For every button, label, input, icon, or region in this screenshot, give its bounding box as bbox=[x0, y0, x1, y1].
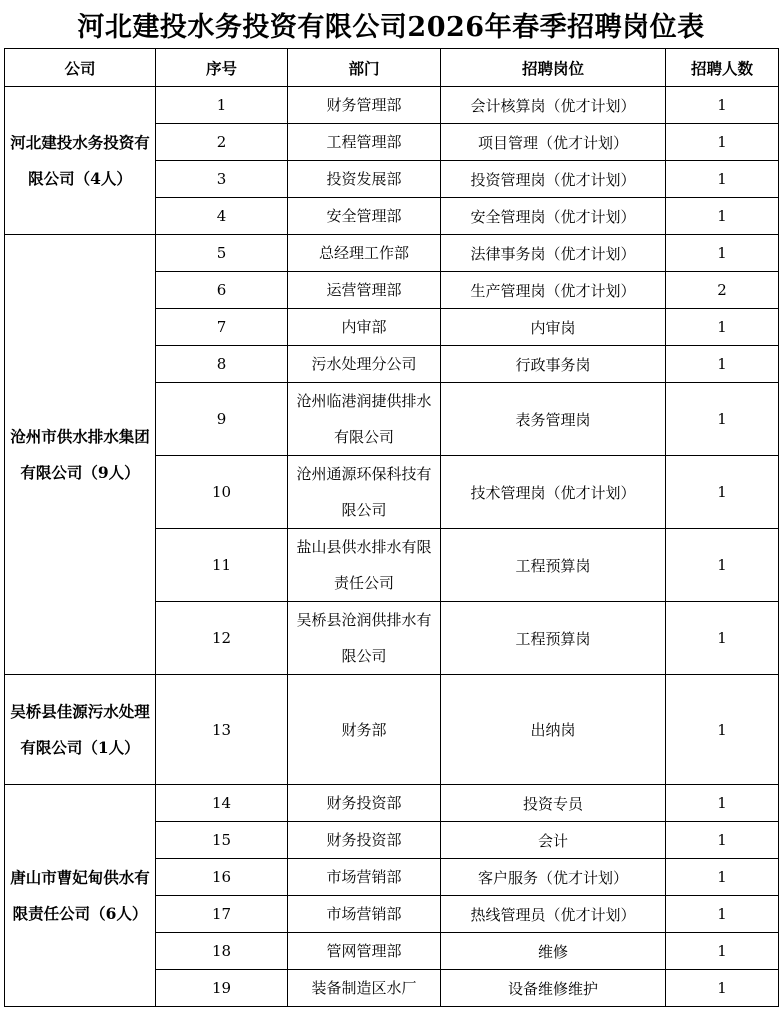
department-cell: 财务投资部 bbox=[288, 822, 441, 859]
table-row bbox=[5, 87, 779, 124]
headcount-cell: 1 bbox=[666, 346, 779, 383]
department-cell: 财务管理部 bbox=[288, 87, 441, 124]
number-cell: 1 bbox=[156, 87, 288, 124]
number-cell: 10 bbox=[156, 456, 288, 529]
number-cell: 6 bbox=[156, 272, 288, 309]
number-cell: 16 bbox=[156, 859, 288, 896]
headcount-cell: 1 bbox=[666, 124, 779, 161]
number-cell: 18 bbox=[156, 933, 288, 970]
number-cell: 2 bbox=[156, 124, 288, 161]
headcount-cell: 1 bbox=[666, 161, 779, 198]
department-cell: 市场营销部 bbox=[288, 896, 441, 933]
position-cell: 工程预算岗 bbox=[441, 602, 666, 675]
table-row bbox=[5, 235, 779, 272]
headcount-cell: 1 bbox=[666, 675, 779, 785]
number-cell: 8 bbox=[156, 346, 288, 383]
department-cell: 污水处理分公司 bbox=[288, 346, 441, 383]
department-cell: 工程管理部 bbox=[288, 124, 441, 161]
headcount-cell: 1 bbox=[666, 87, 779, 124]
position-cell: 表务管理岗 bbox=[441, 383, 666, 456]
department-cell: 吴桥县沧润供排水有限公司 bbox=[288, 602, 441, 675]
department-cell: 装备制造区水厂 bbox=[288, 970, 441, 1007]
position-cell: 客户服务（优才计划） bbox=[441, 859, 666, 896]
position-cell: 维修 bbox=[441, 933, 666, 970]
table-body bbox=[5, 87, 779, 1007]
headcount-cell: 1 bbox=[666, 785, 779, 822]
header-headcount: 招聘人数 bbox=[666, 49, 779, 87]
department-cell: 盐山县供水排水有限责任公司 bbox=[288, 529, 441, 602]
company-cell: 河北建投水务投资有限公司（4人） bbox=[5, 87, 156, 235]
department-cell: 财务投资部 bbox=[288, 785, 441, 822]
department-cell: 沧州通源环保科技有限公司 bbox=[288, 456, 441, 529]
headcount-cell: 1 bbox=[666, 933, 779, 970]
position-cell: 内审岗 bbox=[441, 309, 666, 346]
position-cell: 技术管理岗（优才计划） bbox=[441, 456, 666, 529]
number-cell: 9 bbox=[156, 383, 288, 456]
table-header-row bbox=[5, 49, 779, 87]
department-cell: 运营管理部 bbox=[288, 272, 441, 309]
headcount-cell: 1 bbox=[666, 383, 779, 456]
position-cell: 投资专员 bbox=[441, 785, 666, 822]
position-cell: 会计核算岗（优才计划） bbox=[441, 87, 666, 124]
company-cell: 唐山市曹妃甸供水有限责任公司（6人） bbox=[5, 785, 156, 1007]
position-cell: 项目管理（优才计划） bbox=[441, 124, 666, 161]
position-cell: 行政事务岗 bbox=[441, 346, 666, 383]
department-cell: 投资发展部 bbox=[288, 161, 441, 198]
header-department: 部门 bbox=[288, 49, 441, 87]
headcount-cell: 1 bbox=[666, 970, 779, 1007]
header-position: 招聘岗位 bbox=[441, 49, 666, 87]
number-cell: 4 bbox=[156, 198, 288, 235]
number-cell: 13 bbox=[156, 675, 288, 785]
position-cell: 出纳岗 bbox=[441, 675, 666, 785]
page-title: 河北建投水务投资有限公司2026年春季招聘岗位表 bbox=[77, 11, 705, 43]
number-cell: 5 bbox=[156, 235, 288, 272]
headcount-cell: 1 bbox=[666, 235, 779, 272]
department-cell: 财务部 bbox=[288, 675, 441, 785]
position-cell: 法律事务岗（优才计划） bbox=[441, 235, 666, 272]
position-cell: 投资管理岗（优才计划） bbox=[441, 161, 666, 198]
headcount-cell: 1 bbox=[666, 456, 779, 529]
department-cell: 管网管理部 bbox=[288, 933, 441, 970]
number-cell: 3 bbox=[156, 161, 288, 198]
position-cell: 工程预算岗 bbox=[441, 529, 666, 602]
number-cell: 7 bbox=[156, 309, 288, 346]
position-cell: 生产管理岗（优才计划） bbox=[441, 272, 666, 309]
headcount-cell: 1 bbox=[666, 896, 779, 933]
header-number: 序号 bbox=[156, 49, 288, 87]
number-cell: 11 bbox=[156, 529, 288, 602]
position-cell: 安全管理岗（优才计划） bbox=[441, 198, 666, 235]
department-cell: 总经理工作部 bbox=[288, 235, 441, 272]
department-cell: 沧州临港润捷供排水有限公司 bbox=[288, 383, 441, 456]
table-row bbox=[5, 675, 779, 785]
position-cell: 热线管理员（优才计划） bbox=[441, 896, 666, 933]
number-cell: 17 bbox=[156, 896, 288, 933]
number-cell: 14 bbox=[156, 785, 288, 822]
table-row bbox=[5, 785, 779, 822]
headcount-cell: 2 bbox=[666, 272, 779, 309]
headcount-cell: 1 bbox=[666, 198, 779, 235]
position-cell: 会计 bbox=[441, 822, 666, 859]
recruitment-table bbox=[4, 48, 779, 1007]
headcount-cell: 1 bbox=[666, 309, 779, 346]
number-cell: 12 bbox=[156, 602, 288, 675]
headcount-cell: 1 bbox=[666, 602, 779, 675]
number-cell: 15 bbox=[156, 822, 288, 859]
headcount-cell: 1 bbox=[666, 822, 779, 859]
headcount-cell: 1 bbox=[666, 859, 779, 896]
department-cell: 安全管理部 bbox=[288, 198, 441, 235]
company-cell: 沧州市供水排水集团有限公司（9人） bbox=[5, 235, 156, 675]
company-cell: 吴桥县佳源污水处理有限公司（1人） bbox=[5, 675, 156, 785]
number-cell: 19 bbox=[156, 970, 288, 1007]
department-cell: 市场营销部 bbox=[288, 859, 441, 896]
headcount-cell: 1 bbox=[666, 529, 779, 602]
header-company: 公司 bbox=[5, 49, 156, 87]
department-cell: 内审部 bbox=[288, 309, 441, 346]
position-cell: 设备维修维护 bbox=[441, 970, 666, 1007]
